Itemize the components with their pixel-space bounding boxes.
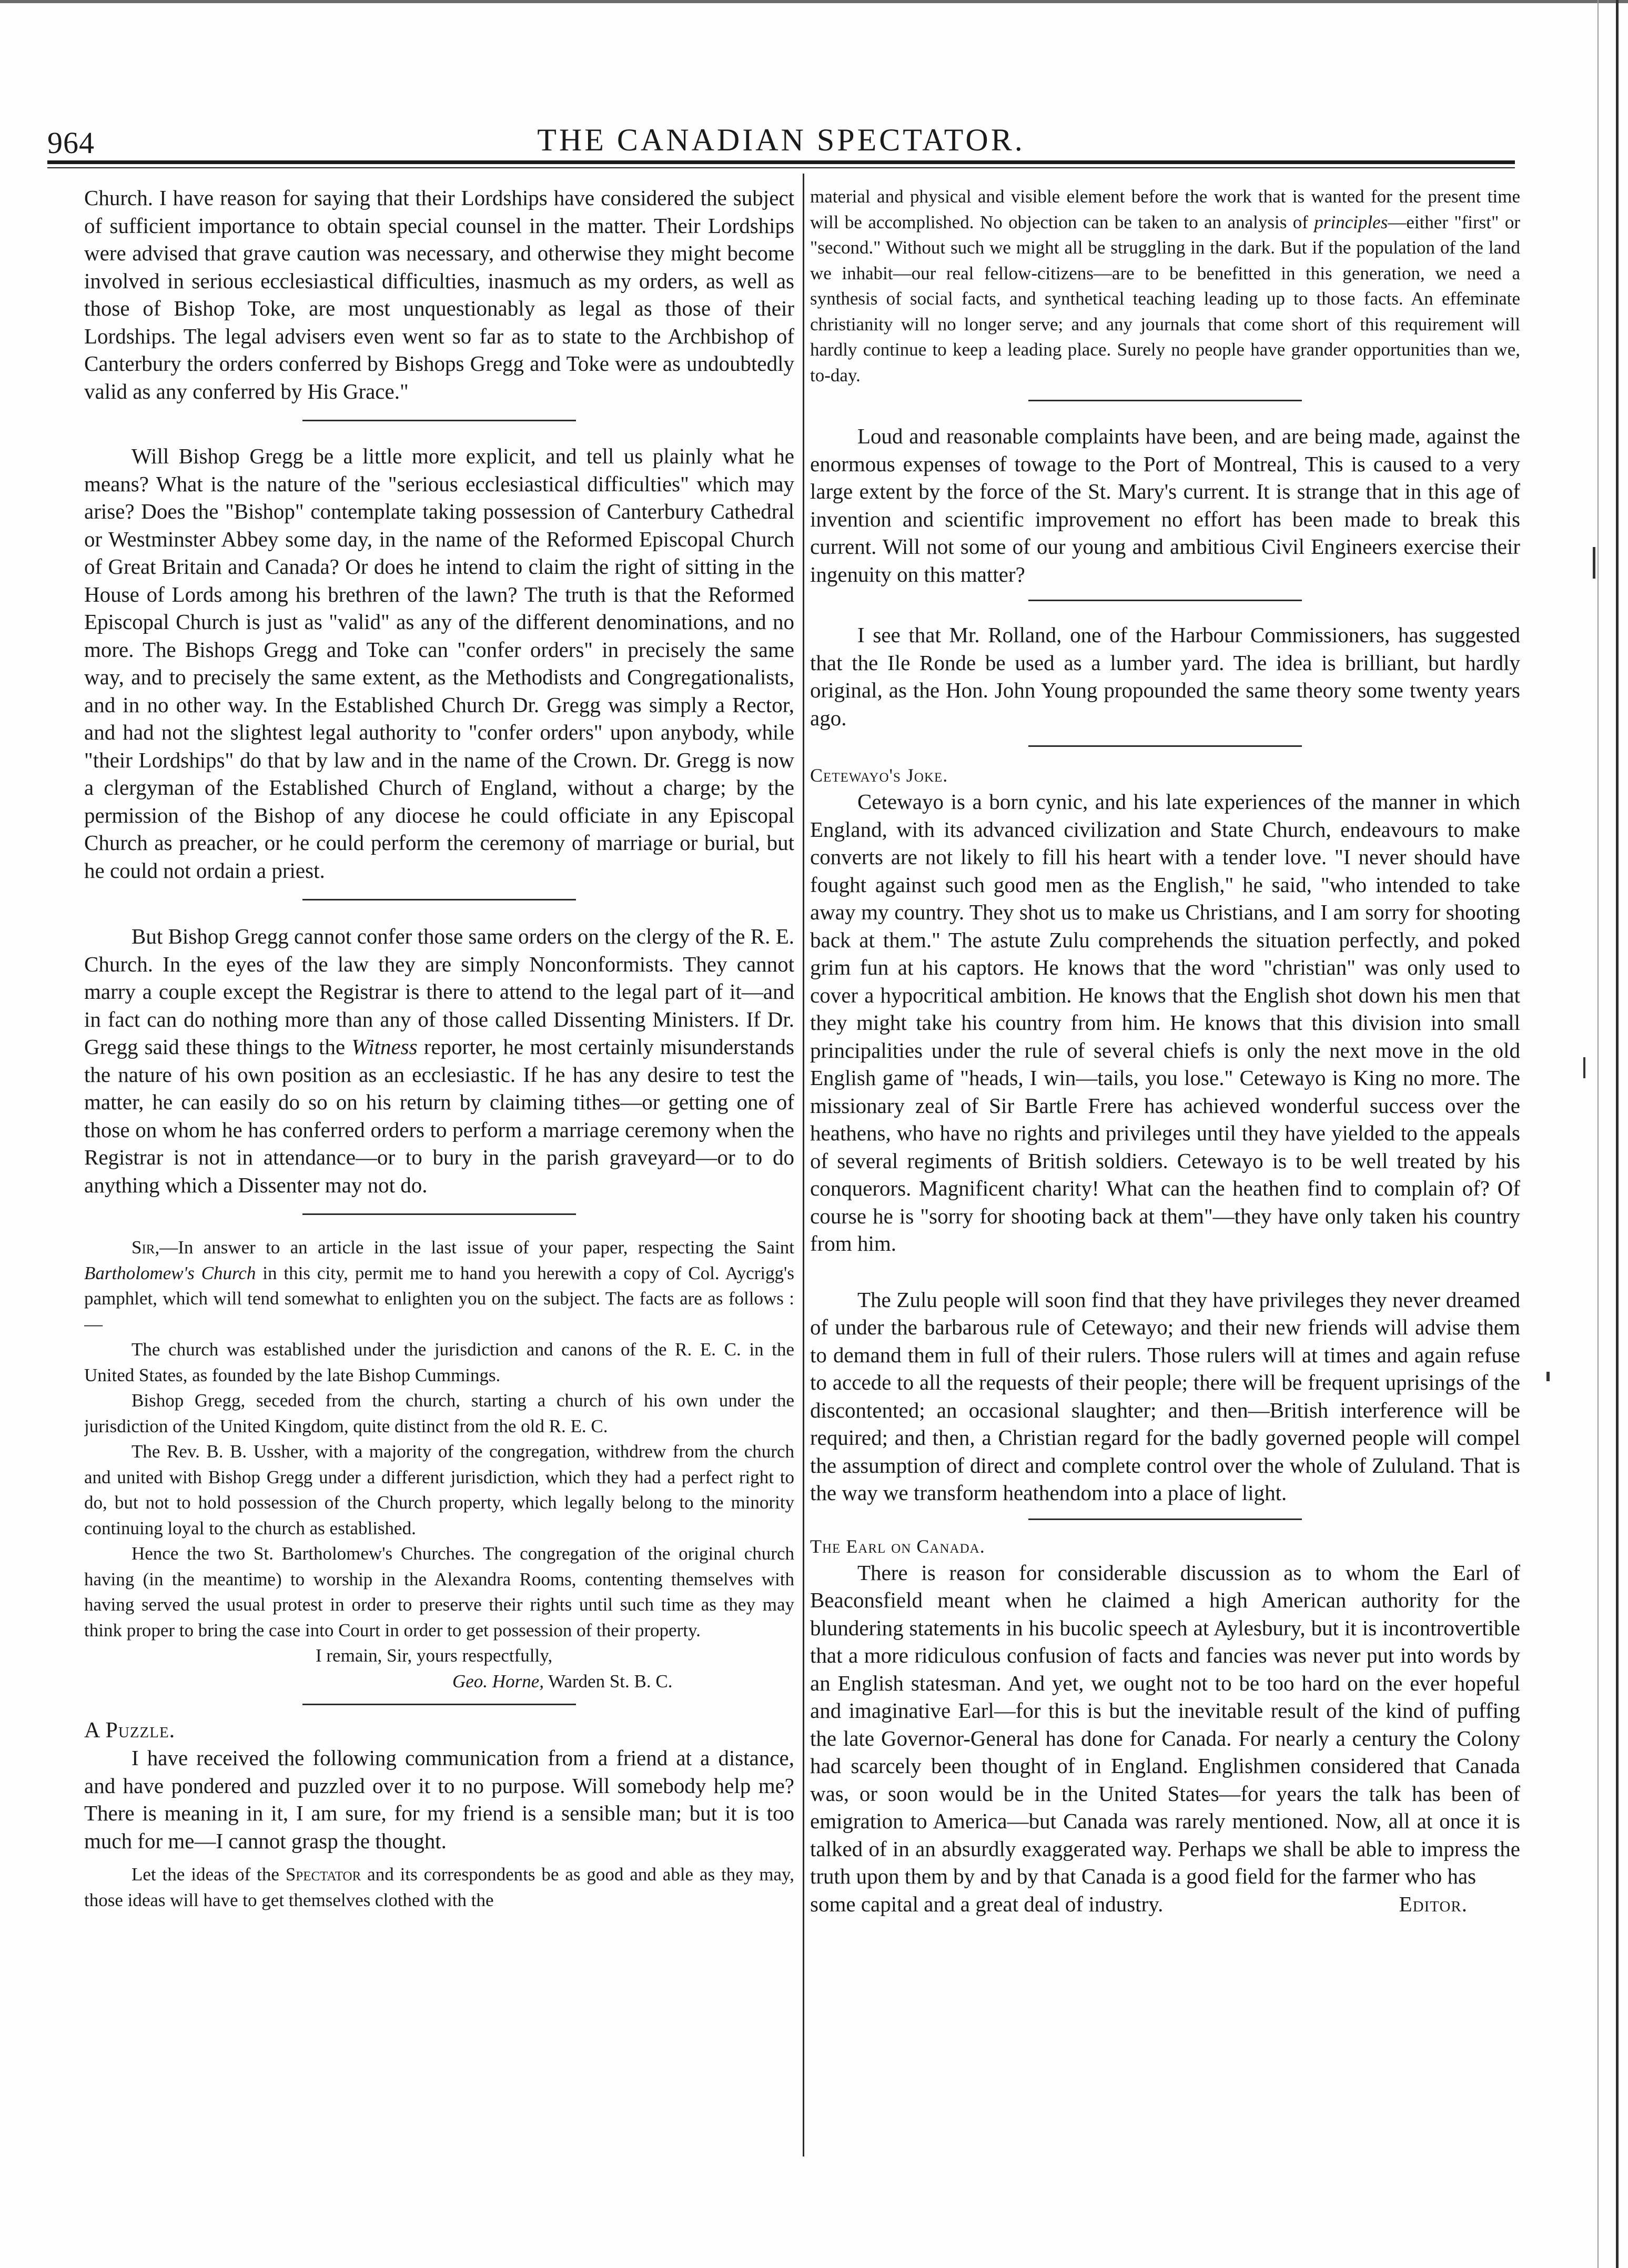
- scan-edge-right-inner: [1597, 0, 1599, 2268]
- letter-paragraph: The Rev. B. B. Ussher, with a majority of the congregation, withdrew from the church and united with Bishop Gregg under a different jurisdiction, which they had a perfect right to do, but not to hold possession of the Church property, which legally belong to the minority continuing loyal to the church as established.: [84, 1441, 794, 1538]
- paragraph-zulu-people: The Zulu people will soon find that they have privileges they never dreamed of under the barbarous rule of Cetewayo; and their new friends will advise them to demand them in full of their rulers. Those rulers will at times and again refuse to accede to all the requests of their people; there will be frequent uprisings of the discontented; an occasional slaughter; and then—British interference will be required; and then, a Christian regard for the badly governed people will compel the assumption of direct and complete control over the whole of Zululand. That is the way we transform heathendom into a place of light.: [810, 1287, 1520, 1505]
- letter-text: in this city, permit me to hand you herewith a copy of Col. Aycrigg's pamphlet, which will tend somewhat to enlighten you on the subject. The facts are as follows :—: [84, 1262, 794, 1334]
- paragraph-text: reporter, he most certainly misunderstands the nature of his own position as an ecclesiastic. If he has any desire to test the matter, he can easily do so on his return by claiming tithes—or getting one of those on whom he has conferred orders to perform a marriage ceremony when the Registrar is not in attendance—or to bury in the parish graveyard—or to do anything which a Dissenter may not do.: [84, 1035, 794, 1197]
- editor-signature: Editor.: [1399, 1891, 1468, 1916]
- italic-witness: Witness: [351, 1035, 418, 1059]
- paragraph-text: Let the ideas of the: [132, 1864, 286, 1885]
- paragraph-text: —either "first" or "second." Without such we might all be struggling in the dark. But if the population of the land we inhabit—our real fellow-citizens—are to be benefitted in this generation, we need a synthesis of social facts, and synthetical teaching leading up to those facts. An effeminate christianity will no longer serve; and any journals that come short of this requirement will hardly continue to keep a leading place. Surely no people have grander opportunities than we, to-day.: [810, 211, 1520, 386]
- paragraph-earl: There is reason for considerable discussion as to whom the Earl of Beaconsfield meant when he claimed a high American authority for the blundering statements in his bucolic speech at Aylesbury, but it is incontrovertible that a more ridiculous confusion of facts and fancies was never put into words by an English statesman. And yet, we ought not to be too hard on the ever hopeful and imaginative Earl—for this is but the inevitable result of the kind of puffing the late Governor-General has done for Canada. For nearly a century the Colony had scarcely been thought of in England. Englishmen considered that Canada was, or soon would be in the United States—for years the talk has been of emigration to America—but Canada was rarely mentioned. Now, all at once it is talked of in an absurdly exaggerated way. Perhaps we shall be able to impress the truth upon them by and by that Canada is a good field for the farmer who has: [810, 1560, 1520, 1888]
- heading-cetewayo: Cetewayo's Joke.: [810, 765, 948, 786]
- italic-principles: principles: [1314, 211, 1388, 232]
- letter-signature: [84, 1669, 794, 1695]
- letter-paragraph: Hence the two St. Bartholomew's Churches. The congregation of the original church having (in the meantime) to worship in the Alexandra Rooms, contenting themselves with having served the usual protest in order to preserve their rights until such time as they may think proper to bring the case into Court in order to get possession of their property.: [84, 1543, 794, 1641]
- journal-title: THE CANADIAN SPECTATOR.: [537, 123, 1025, 157]
- column-divider: [803, 174, 804, 2156]
- heading-earl-on-canada: The Earl on Canada.: [810, 1535, 985, 1557]
- page-header: [47, 122, 1515, 164]
- paragraph-ile-ronde: I see that Mr. Rolland, one of the Harbour Commissioners, has suggested that the Ile Ronde be used as a lumber yard. The idea is brilliant, but hardly original, as the Hon. John Young propounded the same theory some twenty years ago.: [810, 623, 1520, 730]
- letter-paragraph: [84, 1235, 794, 1337]
- heading-a-puzzle: A Puzzle.: [84, 1718, 176, 1743]
- scan-edge-top: [0, 0, 1628, 3]
- letter-text: —In answer to an article in the last issue of your paper, respecting the Saint: [159, 1237, 794, 1258]
- letter-paragraph: The church was established under the jurisdiction and canons of the R. E. C. in the United States, as founded by the late Bishop Cummings.: [84, 1339, 794, 1385]
- paragraph-cetewayo-joke: Cetewayo is a born cynic, and his late experiences of the manner in which England, with its advanced civilization and State Church, endeavours to make converts are not likely to fill his heart with a tender love. "I never should have fought against such good men as the English," he said, "who intended to take away my country. They shot us to make us Christians, and I am sorry for shooting back at them." The astute Zulu comprehends the situation perfectly, and poked grim fun at his captors. He knows that the word "christian" was only used to cover a hypocritical ambition. He knows that the English shot down his men that they might take his country from him. He knows that this division into small principalities under the rule of several chiefs is only the next move in the old English game of "heads, I win—tails, you lose." Cetewayo is King no more. The missionary zeal of Sir Bartle Frere has achieved wonderful success over the heathens, who have no rights and privileges until they have yielded to the appeals of several regiments of British soldiers. Cetewayo is to be well treated by his conquerors. Magnificent charity! What can the heathen find to complain of? Of course he is "sorry for shooting back at them"—they have only taken his country from him.: [810, 789, 1520, 1256]
- left-column: [84, 184, 794, 2162]
- paragraph-puzzle: I have received the following communication from a friend at a distance, and have pondered and puzzled over it to no purpose. Will somebody help me? There is meaning in it, I am sure, for my friend is a sensible man; but it is too much for me—I cannot grasp the thought.: [84, 1746, 794, 1853]
- right-column: [810, 184, 1520, 2162]
- paragraph-text: some capital and a great deal of industry.: [810, 1891, 1164, 1916]
- margin-mark: [1593, 547, 1595, 579]
- italic-church-name: Bartholomew's Church: [84, 1262, 256, 1283]
- signature-title: Warden St. B. C.: [544, 1670, 673, 1692]
- paragraph-nonconformists: [84, 923, 794, 1199]
- letter-paragraph: Bishop Gregg, seceded from the church, starting a church of his own under the jurisdiction of the United Kingdom, quite distinct from the old R. E. C.: [84, 1390, 794, 1436]
- paragraph-text: and its correspondents be as good and able as they may, those ideas will have to get themselves clothed with the: [84, 1864, 794, 1910]
- letter-closing: I remain, Sir, yours respectfully,: [316, 1645, 553, 1666]
- spectator-caps: Spectator: [285, 1864, 361, 1885]
- paragraph-puzzle-quote: [84, 1862, 794, 1913]
- page-number: 964: [47, 126, 95, 160]
- paragraph-bishop-counsel: Church. I have reason for saying that their Lordships have considered the subject of sufficient importance to obtain special counsel in the matter. Their Lordships were advised that grave caution was necessary, and otherwise they might become involved in serious ecclesiastical difficulties, inasmuch as my orders, as well as those of Bishop Toke, are most unquestionably as legal as those of their Lordships. The legal advisers even went so far as to state to the Archbishop of Canterbury the orders conferred by Bishops Gregg and Toke were as undoubtedly valid as any conferred by His Grace.": [84, 186, 794, 403]
- header-rule-thick: [47, 160, 1515, 164]
- letter-salutation: Sir,: [132, 1237, 160, 1258]
- letter-to-editor: [84, 1235, 794, 1694]
- paragraph-synthesis: [810, 184, 1520, 388]
- scan-edge-right: [1616, 0, 1619, 2268]
- paragraph-text: But Bishop Gregg cannot confer those same orders on the clergy of the R. E. Church. In the eyes of the law they are simply Nonconformists. They cannot marry a couple except the Registrar is there to attend to the legal part of it—and in fact can do nothing more than any of those called Dissenting Ministers. If Dr. Gregg said these things to the: [84, 924, 794, 1059]
- paragraph-earl-last-line: [810, 1890, 1520, 1918]
- paragraph-towage: Loud and reasonable complaints have been, and are being made, against the enormous expenses of towage to the Port of Montreal, This is caused to a very large extent by the force of the St. Mary's current. It is strange that in this age of invention and scientific improvement no effort has been made to break this current. Will not some of our young and ambitious Civil Engineers exercise their ingenuity on this matter?: [810, 424, 1520, 586]
- paragraph-gregg-explicit: Will Bishop Gregg be a little more explicit, and tell us plainly what he means? What is the nature of the "serious ecclesiastical difficulties" which may arise? Does the "Bishop" contemplate taking possession of Canterbury Cathedral or Westminster Abbey some day, in the name of the Reformed Episcopal Church of Great Britain and Canada? Or does he intend to claim the right of sitting in the House of Lords among his brethren of the lawn? The truth is that the Reformed Episcopal Church is just as "valid" as any of the different denominations, and no more. The Bishops Gregg and Toke can "confer orders" in precisely the same way, and to precisely the same extent, as the Methodists and Congregationalists, and in no other way. In the Established Church Dr. Gregg was simply a Rector, and had not the slightest legal authority to "confer orders" upon anybody, while "their Lordships" do that by law and in the name of the Crown. Dr. Gregg is now a clergyman of the Established Church of England, without a charge; by the permission of the Bishop of any diocese he could officiate in any Episcopal Church as preacher, or he could perform the ceremony of marriage or burial, but he could not ordain a priest.: [84, 444, 794, 883]
- signature-name: Geo. Horne,: [452, 1670, 544, 1692]
- margin-mark: [1583, 1057, 1585, 1078]
- margin-mark: [1546, 1372, 1550, 1381]
- paragraph-text: material and physical and visible element before the work that is wanted for the present time will be accomplished. No objection can be taken to an analysis of: [810, 186, 1520, 232]
- header-rule-thin: [47, 167, 1515, 168]
